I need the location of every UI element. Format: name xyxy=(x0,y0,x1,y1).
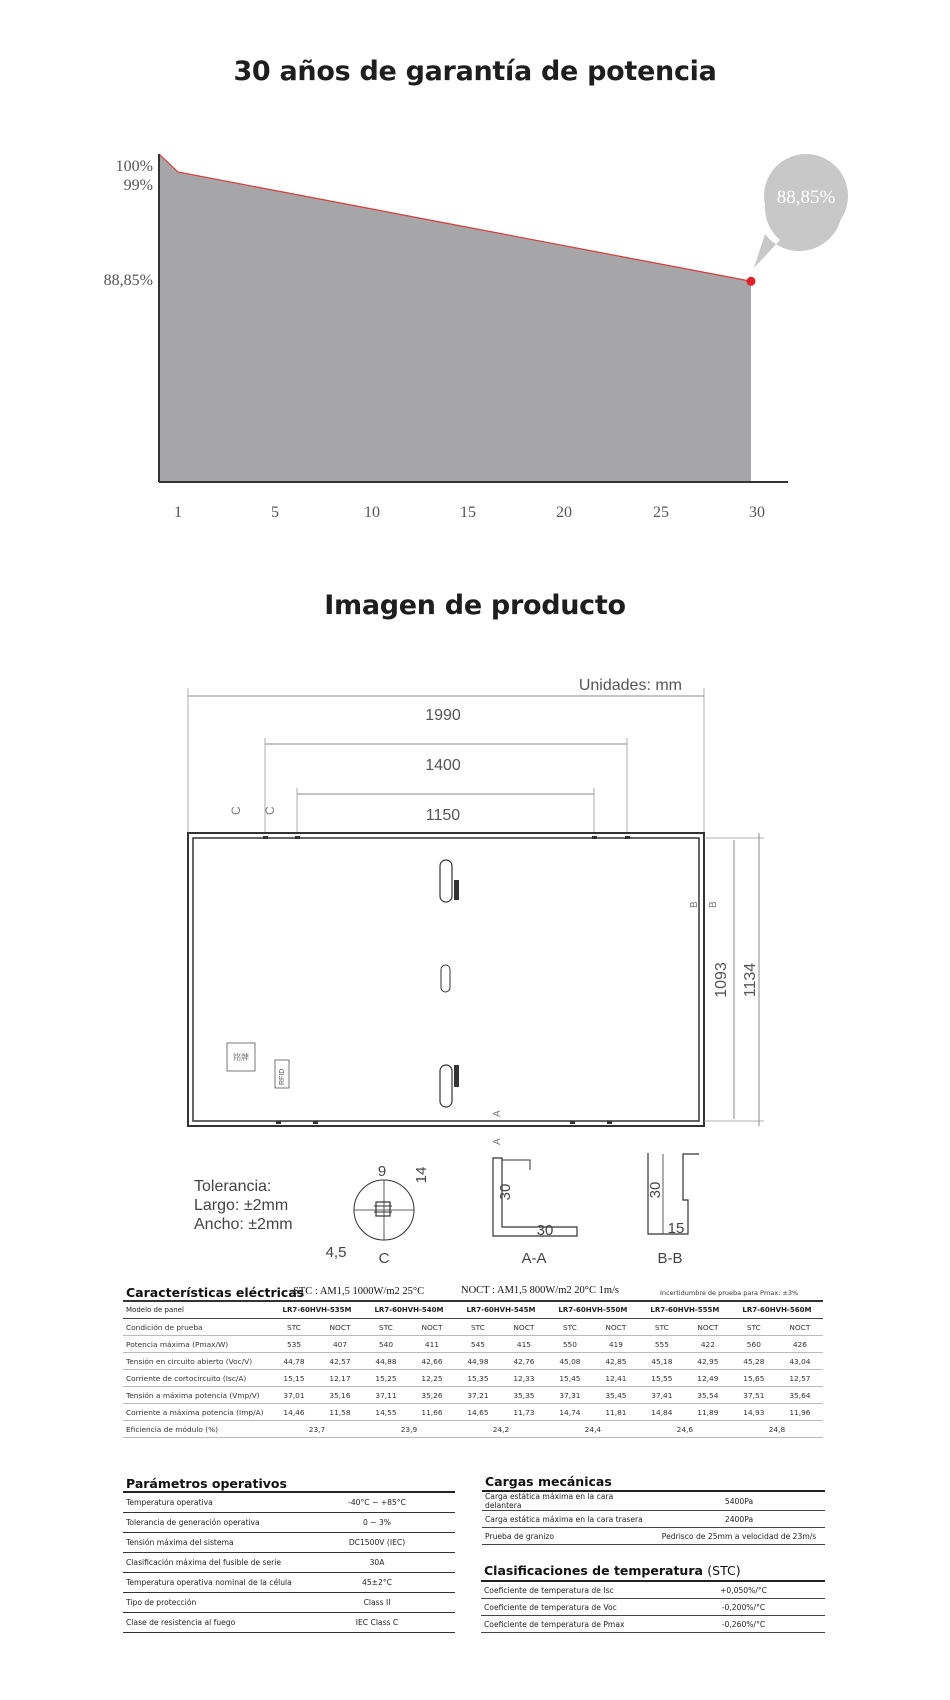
table-cell: 37,11 xyxy=(363,1387,409,1404)
section-c-marker: C xyxy=(229,806,243,815)
param-value: 0 ~ 3% xyxy=(296,1513,455,1533)
dim-1134: 1134 xyxy=(742,962,759,998)
param-label: Carga estática máxima en la cara delantera xyxy=(482,1491,650,1511)
mechanical-title: Cargas mecánicas xyxy=(485,1474,612,1489)
stc-condition: STC : AM1,5 1000W/m2 25°C xyxy=(293,1286,425,1297)
temperature-title-suffix: (STC) xyxy=(707,1563,741,1578)
table-row xyxy=(481,1599,825,1616)
table-row xyxy=(123,1336,823,1353)
table-cell: 11,89 xyxy=(685,1404,731,1421)
row-label: Eficiencia de módulo (%) xyxy=(123,1421,271,1438)
stc-label: STC xyxy=(639,1319,685,1336)
table-cell: 45,28 xyxy=(731,1353,777,1370)
detail-c-14: 14 xyxy=(413,1166,430,1184)
table-cell: 14,46 xyxy=(271,1404,317,1421)
dim-1990: 1990 xyxy=(425,707,461,724)
detail-aa-30v: 30 xyxy=(497,1183,514,1201)
param-label: Temperatura operativa xyxy=(123,1492,296,1513)
param-label: Coeficiente de temperatura de Pmax xyxy=(481,1616,659,1633)
warranty-title: 30 años de garantía de potencia xyxy=(233,56,717,87)
callout-label: 88,85% xyxy=(776,187,836,208)
table-row xyxy=(123,1593,455,1613)
table-row xyxy=(123,1613,455,1633)
y-tick-label: 99% xyxy=(123,177,153,194)
table-cell: 35,26 xyxy=(409,1387,455,1404)
noct-label: NOCT xyxy=(593,1319,639,1336)
table-row xyxy=(123,1492,455,1513)
table-cell: 44,98 xyxy=(455,1353,501,1370)
table-cell: 35,35 xyxy=(501,1387,547,1404)
stc-label: STC xyxy=(363,1319,409,1336)
table-cell: 12,25 xyxy=(409,1370,455,1387)
section-c-marker: C xyxy=(263,806,277,815)
electrical-title: Características eléctricas xyxy=(126,1285,305,1300)
param-value: -0,200%/°C xyxy=(659,1599,825,1616)
dim-1400: 1400 xyxy=(425,757,461,774)
table-cell: 550 xyxy=(547,1336,593,1353)
section-a-marker: A xyxy=(492,1110,503,1117)
table-cell: 11,81 xyxy=(593,1404,639,1421)
noct-label: NOCT xyxy=(409,1319,455,1336)
stc-label: STC xyxy=(547,1319,593,1336)
table-cell: 44,78 xyxy=(271,1353,317,1370)
table-cell: 12,17 xyxy=(317,1370,363,1387)
param-value: 2400Pa xyxy=(650,1511,825,1528)
detail-c-name: C xyxy=(378,1250,390,1267)
x-tick-label: 10 xyxy=(364,504,380,520)
section-a-marker: A xyxy=(492,1138,503,1145)
table-cell: 12,41 xyxy=(593,1370,639,1387)
table-cell: 15,25 xyxy=(363,1370,409,1387)
table-cell: 35,54 xyxy=(685,1387,731,1404)
table-cell: 42,95 xyxy=(685,1353,731,1370)
noct-label: NOCT xyxy=(501,1319,547,1336)
table-cell: 14,84 xyxy=(639,1404,685,1421)
temperature-title xyxy=(484,1563,741,1578)
table-cell: 407 xyxy=(317,1336,363,1353)
table-cell: 35,16 xyxy=(317,1387,363,1404)
param-label: Clasificación máxima del fusible de serie xyxy=(123,1553,296,1573)
table-cell: 11,66 xyxy=(409,1404,455,1421)
table-cell: 426 xyxy=(777,1336,823,1353)
table-row xyxy=(123,1573,455,1593)
table-row xyxy=(123,1301,823,1319)
end-point-dot xyxy=(747,277,756,286)
table-cell: 14,55 xyxy=(363,1404,409,1421)
table-row xyxy=(123,1353,823,1370)
operational-title: Parámetros operativos xyxy=(126,1476,287,1491)
table-cell: 14,65 xyxy=(455,1404,501,1421)
table-cell: 23,7 xyxy=(271,1421,363,1438)
table-cell: 37,21 xyxy=(455,1387,501,1404)
param-label: Prueba de granizo xyxy=(482,1528,650,1545)
table-cell: 44,88 xyxy=(363,1353,409,1370)
param-label: Clase de resistencia al fuego xyxy=(123,1613,296,1633)
param-label: Coeficiente de temperatura de Isc xyxy=(481,1581,659,1599)
model-name: LR7-60HVH-545M xyxy=(455,1301,547,1319)
x-tick-label: 1 xyxy=(174,504,182,520)
temperature-table xyxy=(481,1580,825,1633)
table-row xyxy=(482,1491,825,1511)
noct-label: NOCT xyxy=(777,1319,823,1336)
row-label: Potencia máxima (Pmax/W) xyxy=(123,1336,271,1353)
param-value: DC1500V (IEC) xyxy=(296,1533,455,1553)
table-cell: 14,74 xyxy=(547,1404,593,1421)
table-cell: 15,65 xyxy=(731,1370,777,1387)
table-cell: 42,66 xyxy=(409,1353,455,1370)
rfid-label: RFID xyxy=(279,1068,286,1085)
noct-label: NOCT xyxy=(317,1319,363,1336)
detail-bb-name: B-B xyxy=(657,1250,683,1267)
y-tick-label: 88,85% xyxy=(103,272,153,289)
table-cell: 11,58 xyxy=(317,1404,363,1421)
y-tick-label: 100% xyxy=(115,158,153,175)
table-cell: 42,76 xyxy=(501,1353,547,1370)
table-cell: 560 xyxy=(731,1336,777,1353)
uncertainty-note: Incertidumbre de prueba para Pmax: ±3% xyxy=(660,1289,799,1297)
table-row xyxy=(123,1421,823,1438)
noct-label: NOCT xyxy=(685,1319,731,1336)
panel-drawing xyxy=(0,640,950,1280)
table-row xyxy=(123,1553,455,1573)
param-value: +0,050%/°C xyxy=(659,1581,825,1599)
table-row xyxy=(123,1513,455,1533)
panel-frame-outer xyxy=(188,833,704,1126)
noct-condition: NOCT : AM1,5 800W/m2 20°C 1m/s xyxy=(461,1285,620,1296)
warranty-chart xyxy=(0,0,950,520)
dim-1150: 1150 xyxy=(425,807,461,824)
model-name: LR7-60HVH-555M xyxy=(639,1301,731,1319)
x-tick-label: 15 xyxy=(460,504,476,520)
table-row xyxy=(123,1404,823,1421)
section-b-marker: B xyxy=(708,901,719,908)
row-label: Corriente de cortocircuito (Isc/A) xyxy=(123,1370,271,1387)
table-row xyxy=(481,1616,825,1633)
detail-aa-30h: 30 xyxy=(536,1222,554,1239)
table-cell: 11,96 xyxy=(777,1404,823,1421)
detail-aa-name: A-A xyxy=(521,1250,547,1267)
table-cell: 415 xyxy=(501,1336,547,1353)
table-cell: 419 xyxy=(593,1336,639,1353)
table-cell: 35,64 xyxy=(777,1387,823,1404)
tolerance-width: Ancho: ±2mm xyxy=(194,1216,293,1233)
table-row xyxy=(123,1370,823,1387)
param-value: 30A xyxy=(296,1553,455,1573)
table-cell: 422 xyxy=(685,1336,731,1353)
table-cell: 37,51 xyxy=(731,1387,777,1404)
table-cell: 24,8 xyxy=(731,1421,823,1438)
param-label: Temperatura operativa nominal de la célula xyxy=(123,1573,296,1593)
table-cell: 411 xyxy=(409,1336,455,1353)
param-label: Tipo de protección xyxy=(123,1593,296,1613)
table-cell: 24,2 xyxy=(455,1421,547,1438)
model-name: LR7-60HVH-540M xyxy=(363,1301,455,1319)
table-cell: 42,57 xyxy=(317,1353,363,1370)
table-cell: 15,15 xyxy=(271,1370,317,1387)
detail-c-45: 4,5 xyxy=(325,1244,347,1261)
row-label: Tensión a máxima potencia (Vmp/V) xyxy=(123,1387,271,1404)
detail-bb-30v: 30 xyxy=(647,1181,664,1199)
param-label: Tolerancia de generación operativa xyxy=(123,1513,296,1533)
row-label: Corriente a máxima potencia (Imp/A) xyxy=(123,1404,271,1421)
tolerance-length: Largo: ±2mm xyxy=(194,1197,289,1214)
row-label: Modelo de panel xyxy=(123,1301,271,1319)
table-row xyxy=(123,1319,823,1336)
table-cell: 535 xyxy=(271,1336,317,1353)
param-value: -40°C ~ +85°C xyxy=(296,1492,455,1513)
param-value: IEC Class C xyxy=(296,1613,455,1633)
table-cell: 37,41 xyxy=(639,1387,685,1404)
table-cell: 555 xyxy=(639,1336,685,1353)
product-title: Imagen de producto xyxy=(324,590,626,621)
table-cell: 11,73 xyxy=(501,1404,547,1421)
mechanical-table xyxy=(482,1490,825,1545)
table-cell: 14,93 xyxy=(731,1404,777,1421)
row-label: Condición de prueba xyxy=(123,1319,271,1336)
table-cell: 12,49 xyxy=(685,1370,731,1387)
param-value: 5400Pa xyxy=(650,1491,825,1511)
table-cell: 15,55 xyxy=(639,1370,685,1387)
param-value: -0,260%/°C xyxy=(659,1616,825,1633)
dim-1093: 1093 xyxy=(713,962,730,998)
x-tick-label: 5 xyxy=(271,504,279,520)
table-cell: 37,31 xyxy=(547,1387,593,1404)
table-cell: 45,08 xyxy=(547,1353,593,1370)
units-label: Unidades: mm xyxy=(578,677,682,694)
table-cell: 45,18 xyxy=(639,1353,685,1370)
x-tick-label: 20 xyxy=(556,504,572,520)
warranty-area xyxy=(159,154,751,482)
table-cell: 42,85 xyxy=(593,1353,639,1370)
table-cell: 545 xyxy=(455,1336,501,1353)
table-row xyxy=(482,1511,825,1528)
model-name: LR7-60HVH-535M xyxy=(271,1301,363,1319)
table-row xyxy=(482,1528,825,1545)
model-name: LR7-60HVH-560M xyxy=(731,1301,823,1319)
param-label: Tensión máxima del sistema xyxy=(123,1533,296,1553)
table-row xyxy=(123,1387,823,1404)
detail-bb-15: 15 xyxy=(667,1220,685,1237)
operational-table xyxy=(123,1491,455,1633)
table-cell: 35,45 xyxy=(593,1387,639,1404)
tolerance-title: Tolerancia: xyxy=(194,1178,272,1195)
stc-label: STC xyxy=(271,1319,317,1336)
table-cell: 12,57 xyxy=(777,1370,823,1387)
table-cell: 37,01 xyxy=(271,1387,317,1404)
param-label: Coeficiente de temperatura de Voc xyxy=(481,1599,659,1616)
table-row xyxy=(123,1533,455,1553)
param-label: Carga estática máxima en la cara trasera xyxy=(482,1511,650,1528)
model-name: LR7-60HVH-550M xyxy=(547,1301,639,1319)
x-tick-label: 30 xyxy=(749,504,765,520)
table-cell: 24,6 xyxy=(639,1421,731,1438)
electrical-table xyxy=(123,1300,823,1438)
table-cell: 15,35 xyxy=(455,1370,501,1387)
x-tick-label: 25 xyxy=(653,504,669,520)
table-cell: 540 xyxy=(363,1336,409,1353)
table-cell: 23,9 xyxy=(363,1421,455,1438)
param-value: Class II xyxy=(296,1593,455,1613)
stc-label: STC xyxy=(455,1319,501,1336)
table-cell: 24,4 xyxy=(547,1421,639,1438)
table-cell: 12,33 xyxy=(501,1370,547,1387)
stc-label: STC xyxy=(731,1319,777,1336)
param-value: 45±2°C xyxy=(296,1573,455,1593)
detail-c-9: 9 xyxy=(377,1163,387,1180)
param-value: Pedrisco de 25mm a velocidad de 23m/s xyxy=(650,1528,825,1545)
section-b-marker: B xyxy=(689,901,700,908)
temperature-title-text: Clasificaciones de temperatura xyxy=(484,1563,703,1578)
table-cell: 15,45 xyxy=(547,1370,593,1387)
table-cell: 43,04 xyxy=(777,1353,823,1370)
table-row xyxy=(481,1581,825,1599)
nameplate-label: 铭牌 xyxy=(233,1053,249,1062)
row-label: Tensión en circuito abierto (Voc/V) xyxy=(123,1353,271,1370)
